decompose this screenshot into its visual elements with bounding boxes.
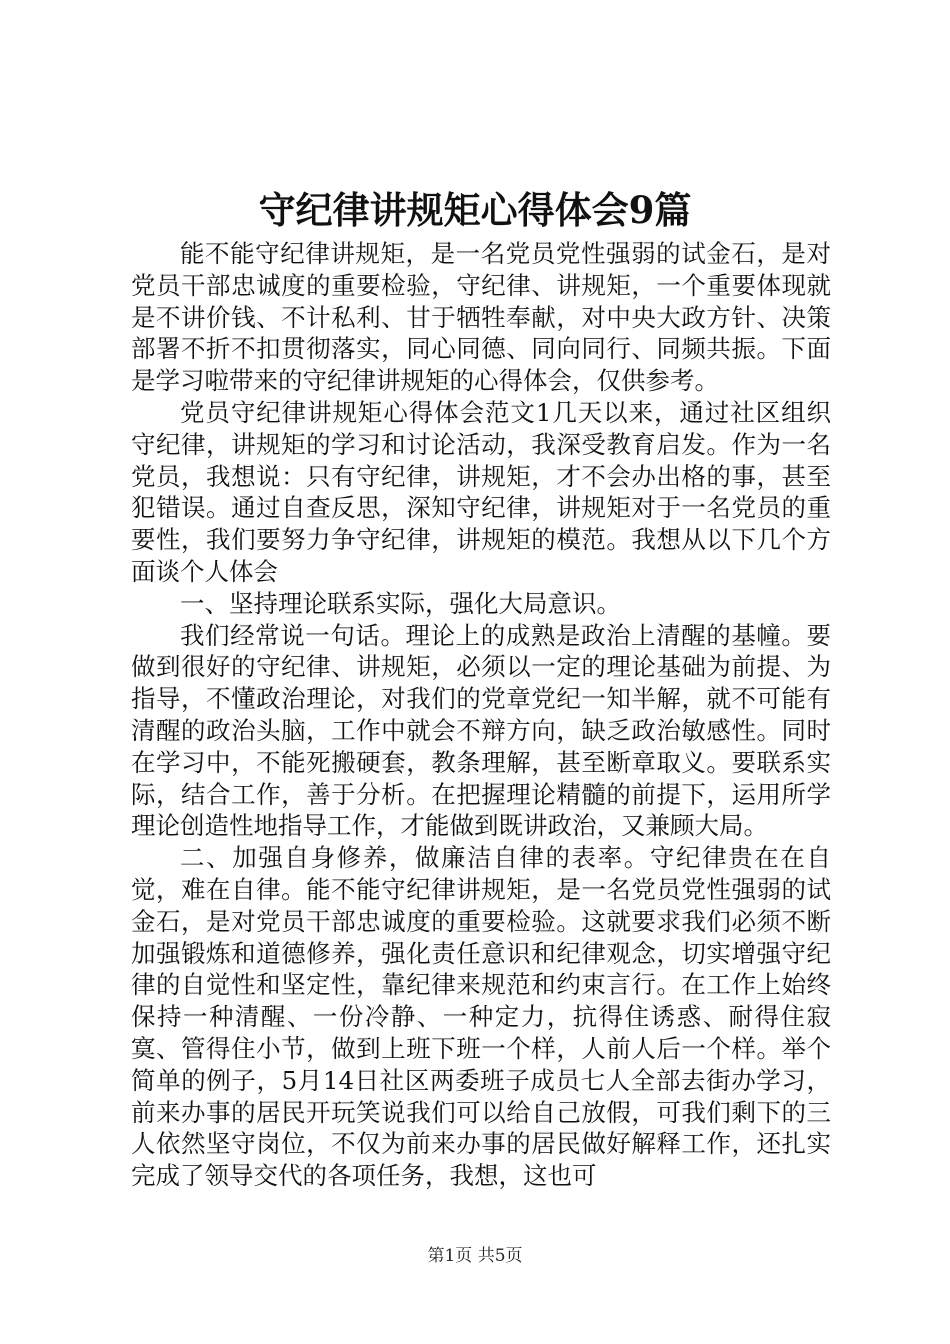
paragraph-intro: 能不能守纪律讲规矩，是一名党员党性强弱的试金石，是对党员干部忠诚度的重要检验，守纪律、讲规矩，一个重要体现就是不讲价钱、不计私利、甘于牺牲奉献，对中央大政方针、决策部署不折不扣贯彻落实，同心同德、同向同行、同频共振。下面是学习啦带来的守纪律讲规矩的心得体会，仅供参考。: [131, 239, 831, 396]
document-title: 守纪律讲规矩心得体会9篇: [258, 188, 692, 232]
page-footer: 第1页 共5页: [427, 1246, 523, 1266]
paragraph-sample-1: 党员守纪律讲规矩心得体会范文1几天以来，通过社区组织守纪律，讲规矩的学习和讨论活动，我深受教育启发。作为一名党员，我想说：只有守纪律，讲规矩，才不会办出格的事，甚至犯错误。通过自查反思，深知守纪律，讲规矩对于一名党员的重要性，我们要努力争守纪律，讲规矩的模范。我想从以下几个方面谈个人体会: [131, 397, 831, 586]
section-heading-1: 一、坚持理论联系实际，强化大局意识。: [180, 588, 621, 618]
paragraph-self-discipline: 二、加强自身修养，做廉洁自律的表率。守纪律贵在在自觉，难在自律。能不能守纪律讲规矩，是一名党员党性强弱的试金石，是对党员干部忠诚度的重要检验。这就要求我们必须不断加强锻炼和道德修养，强化责任意识和纪律观念，切实增强守纪律的自觉性和坚定性，靠纪律来规范和约束言行。在工作上始终保持一种清醒、一份冷静、一种定力，抗得住诱惑、耐得住寂寞、管得住小节，做到上班下班一个样，人前人后一个样。举个简单的例子，5月14日社区两委班子成员七人全部去街办学习，前来办事的居民开玩笑说我们可以给自己放假，可我们剩下的三人依然坚守岗位，不仅为前来办事的居民做好解释工作，还扎实完成了领导交代的各项任务，我想，这也可: [131, 843, 831, 1191]
paragraph-theory: 我们经常说一句话。理论上的成熟是政治上清醒的基幢。要做到很好的守纪律、讲规矩，必须以一定的理论基础为前提、为指导，不懂政治理论，对我们的党章党纪一知半解，就不可能有清醒的政治头脑，工作中就会不辩方向，缺乏政治敏感性。同时在学习中，不能死搬硬套，教条理解，甚至断章取义。要联系实际，结合工作，善于分析。在把握理论精髓的前提下，运用所学理论创造性地指导工作，才能做到既讲政治，又兼顾大局。: [131, 620, 831, 841]
document-body: [131, 238, 831, 1192]
